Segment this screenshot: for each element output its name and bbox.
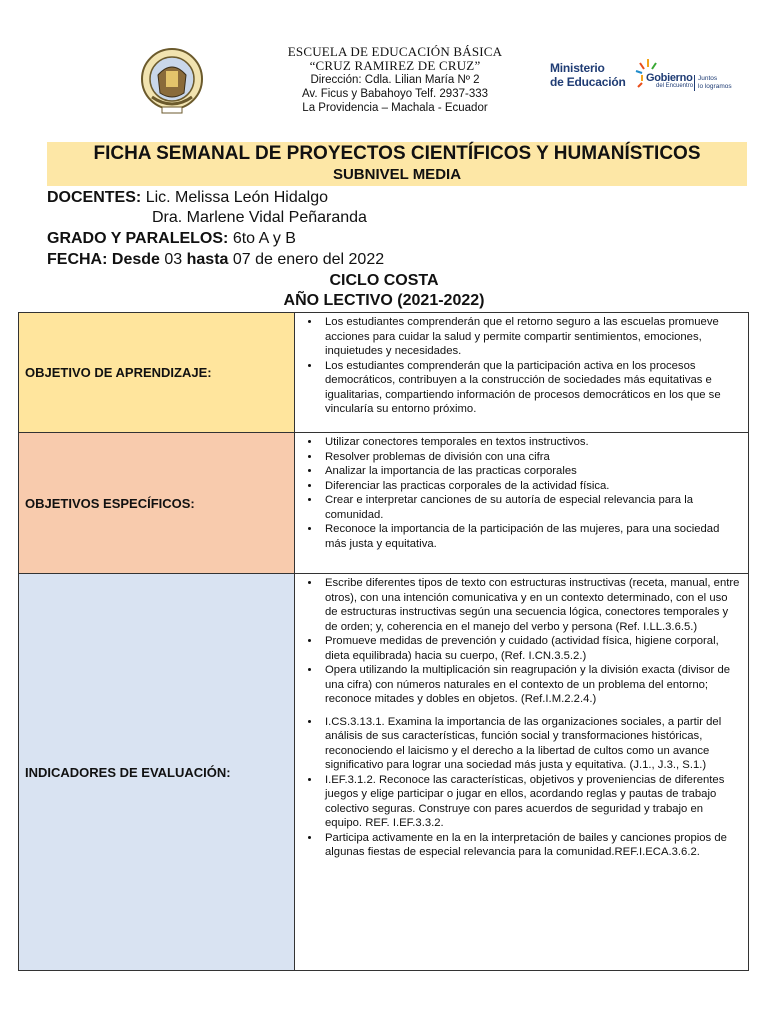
row-content-indicadores — [295, 574, 748, 970]
list-item: • Los estudiantes comprenderán que la participación activa en los procesos democráticos, contribuyen a la construcción de sociedades más equitativas e igualitarias, compartiendo información de procesos democráticos en los que se vincularía su entorno próximo. — [321, 359, 742, 417]
list-item: • Analizar la importancia de las practicas corporales — [321, 464, 742, 479]
list-item: • Opera utilizando la multiplicación sin reagrupación y la división exacta (divisor de una cifra) con números naturales en el contexto de un problema del entorno; reconoce mitades y dobles en objetos. (Ref.I.M.2.2.4.) — [321, 663, 742, 707]
grado-value: 6to A y B — [232, 230, 296, 247]
list-item: • I.EF.3.1.2. Reconoce las características, objetivos y proveniencias de diferentes juegos y elige participar o jugar en ellos, acordando reglas y pautas de trabajo colectivo seguras. Construye con pares acuerdos de seguridad y trabajo en equipo. REF. I.EF.3.3.2. — [321, 773, 742, 831]
fecha-line — [47, 250, 384, 270]
government-subtitle: del Encuentro — [656, 83, 694, 89]
hasta-label: hasta — [186, 251, 229, 268]
row-content-objetivo — [295, 313, 748, 432]
docente-2: Dra. Marlene Vidal Peñaranda — [152, 209, 367, 226]
objectives-table — [18, 312, 749, 971]
objetivo-list — [295, 315, 742, 417]
table-row-indicadores — [19, 574, 748, 970]
row-content-especificos — [295, 433, 748, 573]
row-label-indicadores: INDICADORES DE EVALUACIÓN: — [19, 574, 295, 970]
list-item: • Promueve medidas de prevención y cuidado (actividad física, higiene corporal, dieta equilibrada) hacia su cuerpo, (Ref. I.CN.3.5.2.) — [321, 634, 742, 663]
school-city: La Providencia – Machala - Ecuador — [302, 102, 488, 114]
list-item: • Escribe diferentes tipos de texto con estructuras instructivas (receta, manual, entre otros), con una intención comunicativa y en un contexto determinado, con el uso de estructuras instructivas según una secuencia lógica, conectores temporales y de orden; y, coherencia en el manejo del verbo y persona (Ref. I.LL.3.6.5.) — [321, 576, 742, 634]
docentes-label: DOCENTES: — [47, 189, 142, 206]
motto-line2: lo logramos — [698, 83, 732, 90]
docente-1: Lic. Melissa León Hidalgo — [145, 189, 329, 206]
desde-label: Desde — [111, 251, 160, 268]
especificos-list — [295, 435, 742, 551]
list-item: • Reconoce la importancia de la participación de las mujeres, para una sociedad más justa y equitativa. — [321, 522, 742, 551]
school-street: Av. Ficus y Babahoyo Telf. 2937-333 — [301, 88, 489, 100]
school-header — [200, 45, 590, 115]
list-item: • Utilizar conectores temporales en textos instructivos. — [321, 435, 742, 450]
list-item: • Crear e interpretar canciones de su autoría de especial relevancia para la comunidad. — [321, 493, 742, 522]
indicadores-list — [295, 576, 742, 860]
ministry-logos — [550, 55, 740, 101]
list-item: • I.CS.3.13.1. Examina la importancia de las organizaciones sociales, a partir del análisis de sus características, función social y transformaciones históricas, reconociendo el laicismo y el derecho a la libertad de cultos como un avance significativo para lograr una sociedad más justa y equitativa. (J.1., J.3., S.1.) — [321, 715, 742, 773]
school-crest-logo — [138, 45, 206, 119]
motto-line1: Juntos — [698, 75, 718, 82]
school-address: Dirección: Cdla. Lilian María Nº 2 — [310, 74, 480, 86]
row-label-objetivo: OBJETIVO DE APRENDIZAJE: — [19, 313, 295, 432]
ministry-logo — [550, 61, 626, 89]
grado-line — [47, 229, 296, 249]
ciclo-line: CICLO COSTA — [329, 272, 439, 289]
hasta-value: 07 de enero del 2022 — [232, 251, 385, 268]
anio-lectivo-line: AÑO LECTIVO (2021-2022) — [283, 292, 485, 309]
table-row-especificos — [19, 433, 748, 574]
row-label-especificos: OBJETIVOS ESPECÍFICOS: — [19, 433, 295, 573]
government-logo — [634, 55, 734, 99]
title-banner — [47, 142, 747, 186]
list-item: • Los estudiantes comprenderán que el retorno seguro a las escuelas promueve acciones para cuidar la salud y permite compartir sentimientos, emociones, inquietudes y necesidades. — [321, 315, 742, 359]
government-name: Gobierno — [646, 72, 693, 84]
school-type: ESCUELA DE EDUCACIÓN BÁSICA — [287, 44, 503, 59]
desde-value: 03 — [164, 251, 183, 268]
docentes-line — [47, 188, 328, 208]
list-item: • Diferenciar las practicas corporales de la actividad física. — [321, 479, 742, 494]
document-title: FICHA SEMANAL DE PROYECTOS CIENTÍFICOS Y HUMANÍSTICOS — [93, 143, 701, 164]
table-row-objetivo — [19, 313, 748, 433]
list-item: • Resolver problemas de división con una cifra — [321, 450, 742, 465]
ministry-line1: Ministerio — [550, 61, 605, 75]
government-motto — [694, 75, 732, 91]
fecha-label: FECHA: — [47, 251, 108, 268]
document-subtitle: SUBNIVEL MEDIA — [332, 166, 462, 183]
ministry-line2: de Educación — [550, 75, 626, 89]
school-name: “CRUZ RAMIREZ DE CRUZ” — [309, 58, 481, 73]
list-item: • Participa activamente en la en la interpretación de bailes y canciones propios de algunas fiestas de especial relevancia para la comunidad.REF.I.ECA.3.6.2. — [321, 831, 742, 860]
grado-label: GRADO Y PARALELOS: — [47, 230, 229, 247]
